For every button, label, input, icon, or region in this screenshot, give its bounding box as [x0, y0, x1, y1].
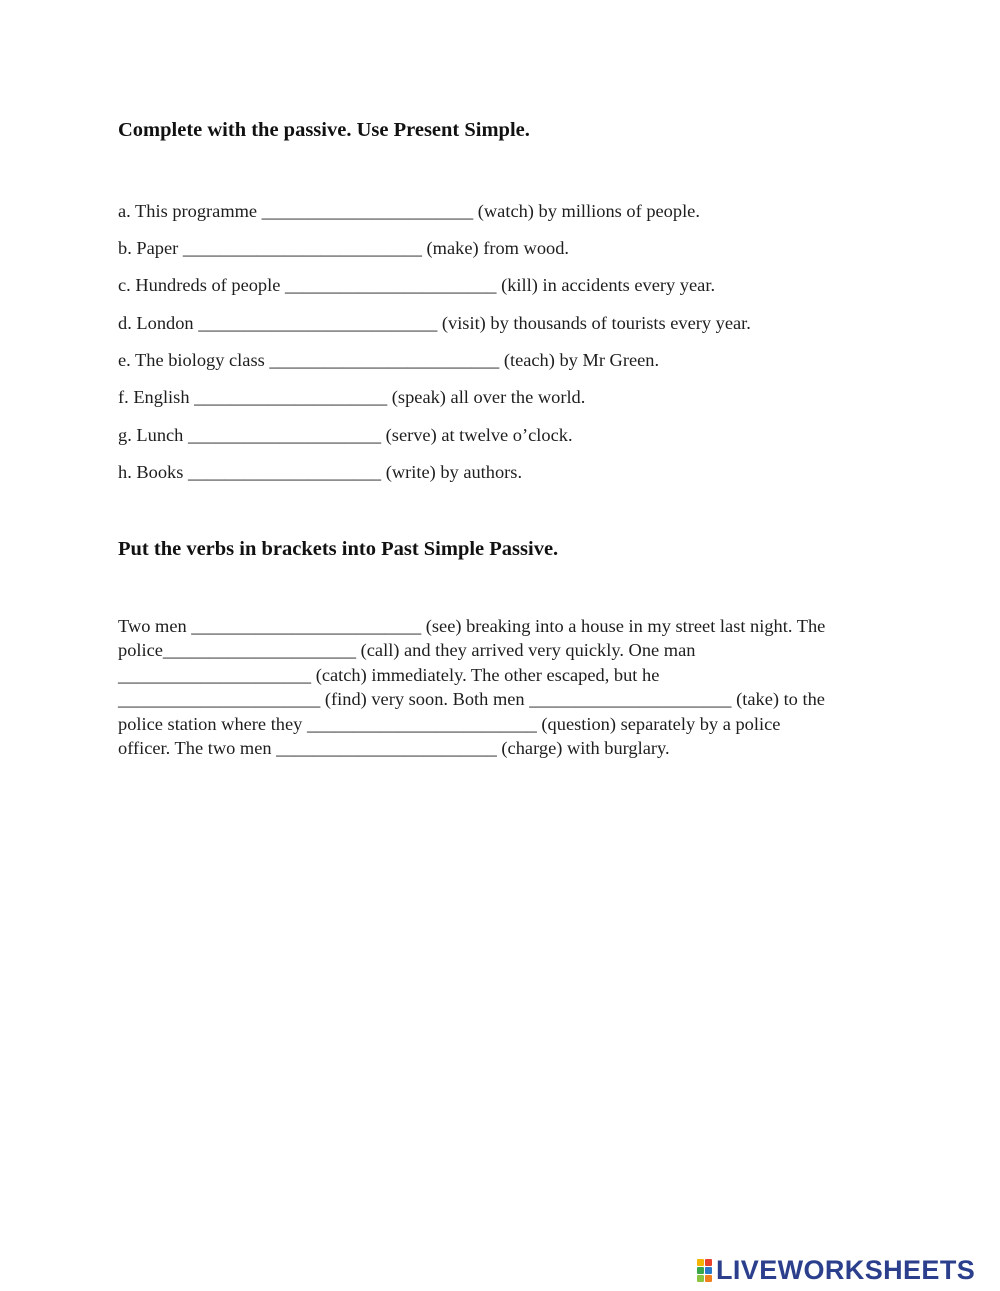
logo-square — [697, 1267, 704, 1274]
exercise-item-h: h. Books _____________________ (write) by authors. — [118, 462, 523, 482]
liveworksheets-logo — [697, 1255, 975, 1285]
logo-text: LIVEWORKSHEETS — [716, 1255, 976, 1285]
section-2-heading: Put the verbs in brackets into Past Simple Passive. — [118, 538, 559, 560]
story-paragraph — [118, 614, 898, 760]
exercise-item-f: f. English _____________________ (speak) all over the world. — [118, 387, 586, 407]
exercise-item-e: e. The biology class _________________________ (teach) by Mr Green. — [118, 350, 660, 370]
exercise-item-a: a. This programme _______________________ (watch) by millions of people. — [118, 201, 700, 221]
story-line-6: officer. The two men ________________________ (charge) with burglary. — [118, 738, 670, 759]
story-line-5: police station where they _________________________ (question) separately by a police — [118, 713, 781, 734]
exercise-item-g: g. Lunch _____________________ (serve) at twelve o’clock. — [118, 425, 573, 445]
liveworksheets-logo-icon — [697, 1259, 712, 1282]
story-line-2: police_____________________ (call) and they arrived very quickly. One man — [118, 640, 696, 661]
exercise-item-c: c. Hundreds of people _______________________ (kill) in accidents every year. — [118, 275, 716, 295]
exercise-item-b: b. Paper __________________________ (make) from wood. — [118, 238, 570, 258]
logo-square — [697, 1275, 704, 1282]
logo-square — [705, 1275, 712, 1282]
logo-square — [705, 1259, 712, 1266]
section-1-heading: Complete with the passive. Use Present Simple. — [118, 119, 530, 141]
logo-square — [697, 1259, 704, 1266]
story-line-3: _____________________ (catch) immediately. The other escaped, but he — [118, 664, 660, 685]
logo-square — [705, 1267, 712, 1274]
story-line-4: ______________________ (find) very soon. Both men ______________________ (take) to the — [118, 689, 825, 710]
story-line-1: Two men _________________________ (see) breaking into a house in my street last night. The — [118, 616, 826, 636]
exercise-item-d: d. London __________________________ (visit) by thousands of tourists every year. — [118, 313, 751, 333]
